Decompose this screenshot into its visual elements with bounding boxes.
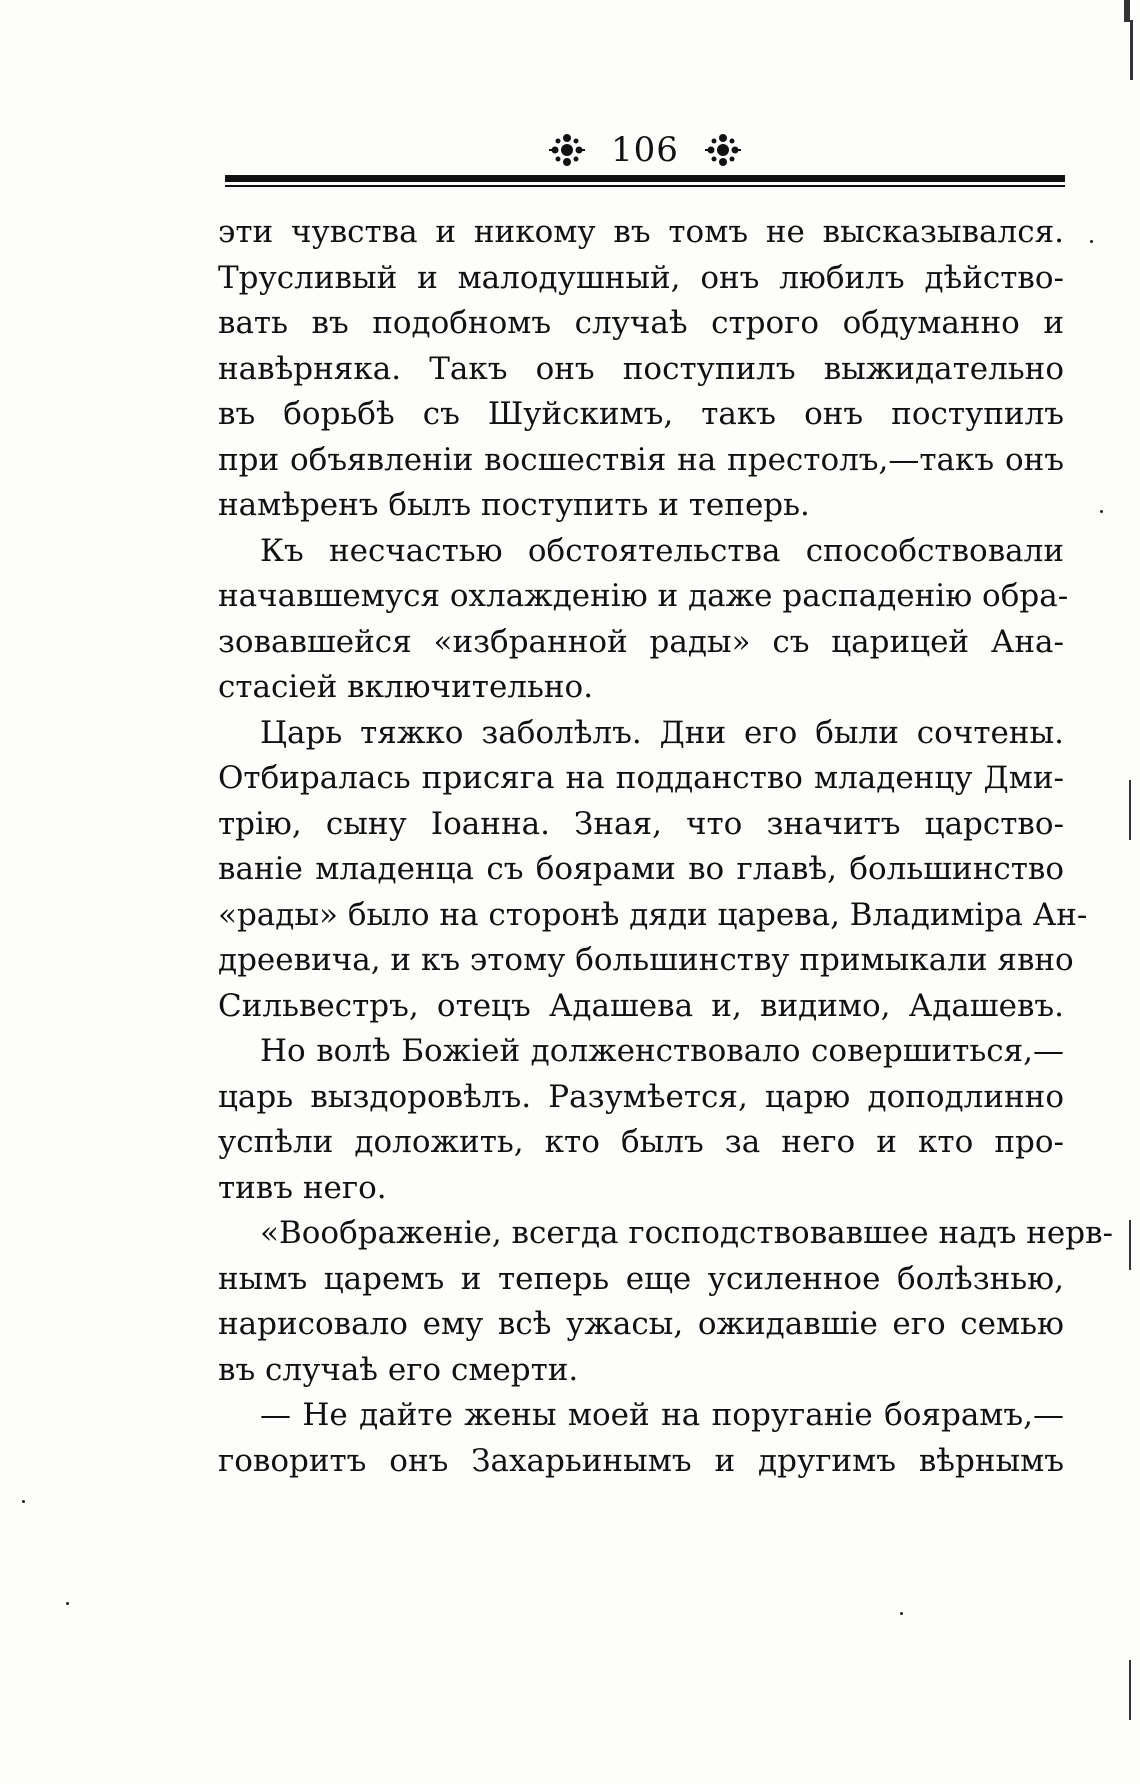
text-line: намѣренъ былъ поступить и теперь. bbox=[218, 487, 810, 523]
text-line: ваніе младенца съ боярами во главѣ, большинство bbox=[218, 851, 1064, 887]
text-line: въ борьбѣ съ Шуйскимъ, такъ онъ поступилъ bbox=[218, 396, 1064, 432]
paragraph bbox=[218, 1211, 1114, 1393]
text-line: стасіей включительно. bbox=[218, 669, 594, 705]
text-line: Сильвестръ, отецъ Адашева и, видимо, Адашевъ. bbox=[218, 987, 1064, 1024]
body-text bbox=[218, 210, 1114, 1484]
page-header-row bbox=[225, 125, 1065, 175]
text-line: тивъ него. bbox=[218, 1169, 387, 1206]
text-line: нарисовало ему всѣ ужасы, ожидавшіе его семью bbox=[218, 1306, 1064, 1342]
text-line: — Не дайте жены моей на поруганіе боярамъ,— bbox=[260, 1397, 1064, 1433]
text-line: Отбиралась присяга на подданство младенцу Дми- bbox=[218, 760, 1064, 796]
text-line: трію, сыну Іоанна. Зная, что значитъ царство- bbox=[218, 805, 1064, 842]
fleuron-left-icon bbox=[547, 132, 587, 168]
fleuron-right-icon bbox=[703, 132, 743, 168]
text-line: Къ несчастью обстоятельства способствовали bbox=[260, 532, 1064, 569]
scan-edge-mark bbox=[1129, 1660, 1131, 1720]
header-rule-thin bbox=[225, 185, 1065, 187]
text-line: нымъ царемъ и теперь еще усиленное болѣзнью, bbox=[218, 1260, 1064, 1297]
text-line: навѣрняка. Такъ онъ поступилъ выжидательно bbox=[218, 350, 1064, 387]
scan-speck bbox=[1090, 240, 1093, 243]
paragraph bbox=[218, 1393, 1064, 1484]
paragraph bbox=[218, 210, 1064, 529]
page-number: 106 bbox=[611, 130, 679, 170]
text-line: при объявленіи восшествія на престолъ,—такъ онъ bbox=[218, 441, 1064, 478]
text-line: «рады» было на сторонѣ дяди царева, Владиміра Ан- bbox=[218, 896, 1088, 933]
page-header bbox=[225, 115, 1065, 205]
text-line: Царь тяжко заболѣлъ. Дни его были сочтены. bbox=[260, 714, 1064, 751]
paragraph bbox=[218, 711, 1088, 1030]
scan-speck bbox=[22, 1500, 25, 1503]
text-line: царь выздоровѣлъ. Разумѣется, царю доподлинно bbox=[218, 1078, 1064, 1115]
text-line: дреевича, и къ этому большинству примыкали явно bbox=[218, 942, 1074, 978]
header-rule-thick bbox=[225, 175, 1065, 182]
scan-speck bbox=[66, 1602, 69, 1605]
text-line: вать въ подобномъ случаѣ строго обдуманно и bbox=[218, 305, 1064, 341]
text-line: Трусливый и малодушный, онъ любилъ дѣйство- bbox=[218, 259, 1064, 296]
scan-speck bbox=[900, 1612, 903, 1615]
text-line: успѣли доложить, кто былъ за него и кто про- bbox=[218, 1124, 1064, 1160]
paragraph bbox=[218, 529, 1069, 711]
text-line: «Воображеніе, всегда господствовавшее надъ нерв- bbox=[260, 1215, 1114, 1251]
scan-edge-mark bbox=[1129, 1220, 1131, 1270]
text-line: начавшемуся охлажденію и даже распаденію обра- bbox=[218, 578, 1069, 614]
text-line: въ случаѣ его смерти. bbox=[218, 1351, 579, 1388]
scan-speck bbox=[1100, 510, 1103, 513]
paragraph bbox=[218, 1029, 1064, 1211]
text-line: Но волѣ Божіей долженствовало совершиться,— bbox=[260, 1033, 1064, 1069]
scan-edge-mark bbox=[1124, 0, 1130, 22]
text-line: говоритъ онъ Захарьинымъ и другимъ вѣрнымъ bbox=[218, 1442, 1064, 1479]
scan-edge-mark bbox=[1129, 780, 1131, 840]
text-line: эти чувства и никому въ томъ не высказывался. bbox=[218, 214, 1064, 250]
scan-edge-mark bbox=[1130, 20, 1133, 80]
text-line: зовавшейся «избранной рады» съ царицей Ана- bbox=[218, 623, 1064, 660]
